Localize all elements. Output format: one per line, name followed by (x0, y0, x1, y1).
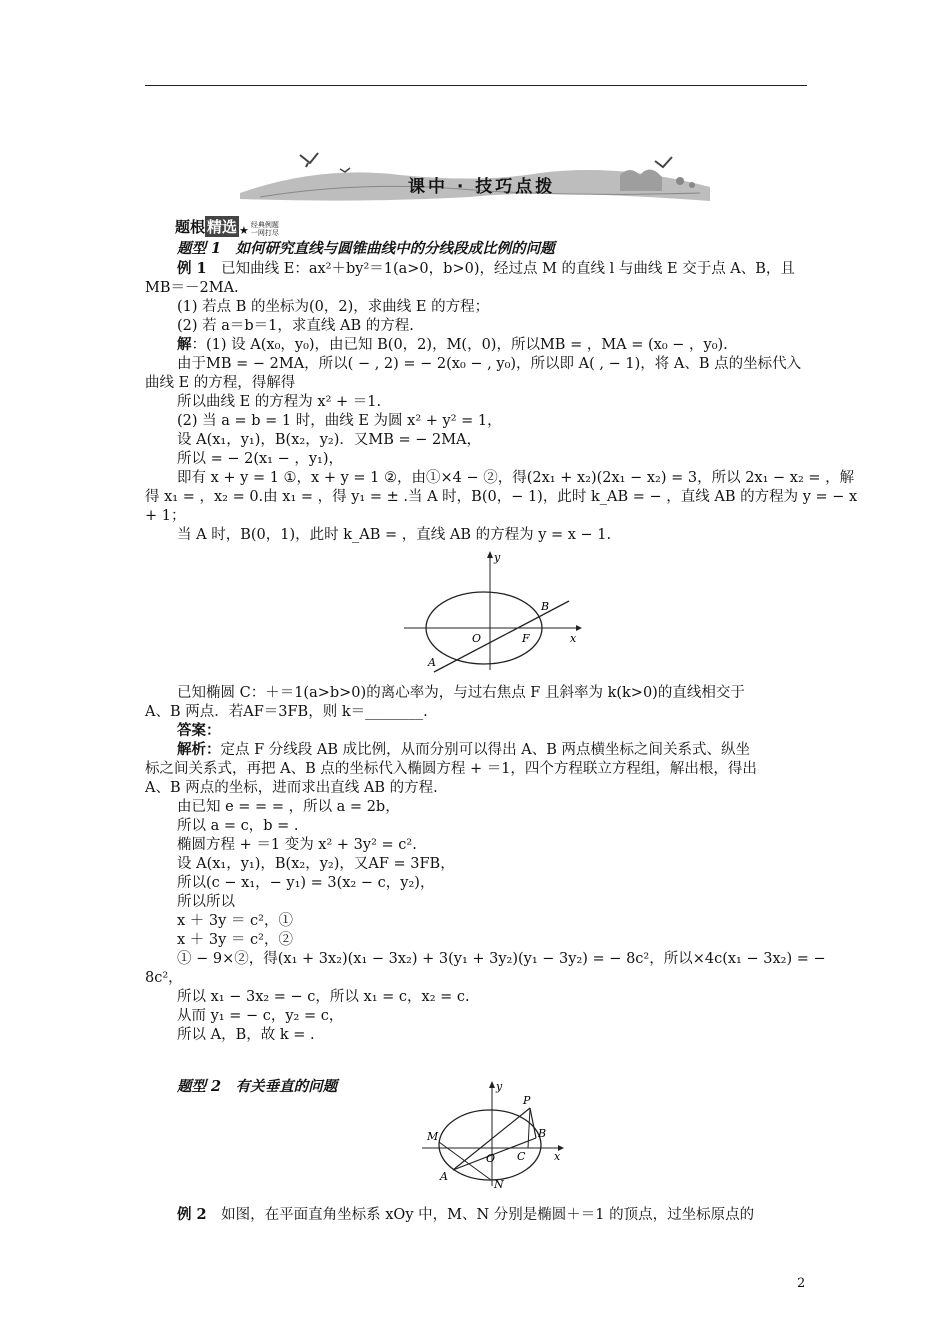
text-line: 例 2 如图，在平面直角坐标系 xOy 中，M、N 分别是椭圆＋＝1 的顶点，过坐标原点的 (177, 1206, 755, 1223)
text-line: 所以曲线 E 的方程为 x² + ＝1. (177, 394, 382, 410)
tag-subtitle: 经典例题 一网打尽 (250, 221, 279, 237)
top-rule (145, 85, 807, 86)
text-line: x ＋ 3y ＝ c²，② (177, 932, 293, 948)
fig1-label-B: B (541, 600, 550, 613)
text-line: 所以 x₁ − 3x₂ = − c，所以 x₁ = c，x₂ = c. (177, 989, 470, 1005)
text-line: 所以 = − 2(x₁ − ，y₁)， (177, 451, 344, 467)
text-line: 解析：定点 F 分线段 AB 成比例，从而分别可以得出 A、B 两点横坐标之间关系式、纵坐 (177, 741, 750, 758)
text-line: x ＋ 3y ＝ c²，① (177, 913, 293, 929)
fig2-label-M: M (427, 1130, 439, 1143)
text-line: 当 A 时，B(0，1)，此时 k_AB = ，直线 AB 的方程为 y = x − 1. (177, 527, 612, 543)
text-line: ① − 9×②，得(x₁ + 3x₂)(x₁ − 3x₂) + 3(y₁ + 3y₂)(y₁ − 3y₂) = − 8c²，所以×4c(x₁ − 3x₂) = − (177, 951, 826, 967)
text-line: (2) 若 a＝b＝1，求直线 AB 的方程. (177, 318, 414, 334)
text-line: (2) 当 a = b = 1 时，曲线 E 为圆 x² + y² = 1， (177, 413, 502, 429)
text-line: 由于MB = − 2MA，所以( − , 2) = − 2(x₀ − , y₀)，所以即 A( , − 1)，将 A、B 点的坐标代入 (177, 356, 802, 372)
tag-part2: 精选 (207, 218, 238, 236)
fig2-label-A: A (440, 1170, 448, 1183)
text-line: 由已知 e = = = ，所以 a = 2b， (177, 799, 400, 815)
text-line: 已知椭圆 C：＋＝1(a>b>0)的离心率为，与过右焦点 F 且斜率为 k(k>0)的直线相交于 (177, 685, 745, 701)
fig1-label-O: O (472, 632, 482, 645)
text-line: MB＝－2MA. (145, 280, 239, 296)
fig2-label-y: y (496, 1080, 503, 1093)
text-line: 题型 2 有关垂直的问题 (177, 1078, 338, 1095)
text-line: + 1； (145, 508, 186, 524)
fig2-label-x: x (554, 1150, 561, 1163)
text-line: 即有 x + y = 1 ①，x + y = 1 ②，由①×4 − ②，得(2x₁ + x₂)(2x₁ − x₂) = 3，所以 2x₁ − x₂ = ，解 (177, 470, 855, 486)
fig2-label-O: O (486, 1152, 496, 1165)
text-line: 从而 y₁ = − c，y₂ = c， (177, 1008, 344, 1024)
text-line: 答案： (177, 722, 221, 739)
page-number: 2 (797, 1276, 806, 1291)
banner-title: 课中 · 技巧点拨 (408, 177, 556, 197)
text-line: 得 x₁ = ，x₂ = 0.由 x₁ = ，得 y₁ = ± .当 A 时，B(0，− 1)，此时 k_AB = − ，直线 AB 的方程为 y = − x (145, 489, 858, 505)
text-line: 题型 1 如何研究直线与圆锥曲线中的分线段成比例的问题 (177, 240, 555, 257)
fig1-label-A: A (428, 656, 436, 669)
text-line: 所以(c − x₁，− y₁) = 3(x₂ − c，y₂)， (177, 875, 435, 891)
text-line: 曲线 E 的方程，得解得 (145, 375, 296, 391)
fig2-label-C: C (517, 1150, 526, 1163)
text-line: 所以所以 (177, 894, 235, 910)
fig2-label-P: P (523, 1094, 531, 1107)
text-line: 解：(1) 设 A(x₀，y₀)，由已知 B(0，2)，M(，0)，所以MB = ，MA = (x₀ − ，y₀). (177, 336, 728, 353)
text-line: (1) 若点 B 的坐标为(0，2)，求曲线 E 的方程； (177, 299, 490, 315)
fig2-label-N: N (494, 1178, 504, 1190)
section-tag (175, 216, 279, 237)
fig1-label-F: F (522, 632, 530, 645)
fig1-label-y: y (494, 551, 501, 564)
text-line: 设 A(x₁，y₁)，B(x₂，y₂)．又MB = − 2MA， (177, 432, 482, 448)
text-line: 设 A(x₁，y₁)，B(x₂，y₂)，又AF = 3FB， (177, 856, 455, 872)
text-line: 所以 A，B，故 k = . (177, 1027, 315, 1043)
ellipse-figure-2 (418, 1080, 570, 1190)
text-line: A、B 两点．若AF＝3FB，则 k＝________. (145, 704, 428, 720)
text-line: 椭圆方程 + ＝1 变为 x² + 3y² = c². (177, 837, 417, 853)
star-icon: ★ (239, 224, 249, 237)
ellipse-figure-1 (398, 548, 590, 678)
fig2-label-B: B (538, 1127, 547, 1140)
text-line: 所以 a = c，b = . (177, 818, 299, 834)
text-line: 例 1 已知曲线 E：ax²＋by²＝1(a>0，b>0)，经过点 M 的直线 l 与曲线 E 交于点 A、B，且 (177, 260, 795, 277)
text-line: 8c²， (145, 970, 183, 986)
tag-part1: 题根 (175, 218, 206, 236)
fig1-label-x: x (570, 632, 577, 645)
text-line: 标之间关系式，再把 A、B 点的坐标代入椭圆方程 + ＝1，四个方程联立方程组，解出根，得出 (145, 761, 757, 777)
text-line: A、B 两点的坐标，进而求出直线 AB 的方程. (145, 780, 438, 796)
